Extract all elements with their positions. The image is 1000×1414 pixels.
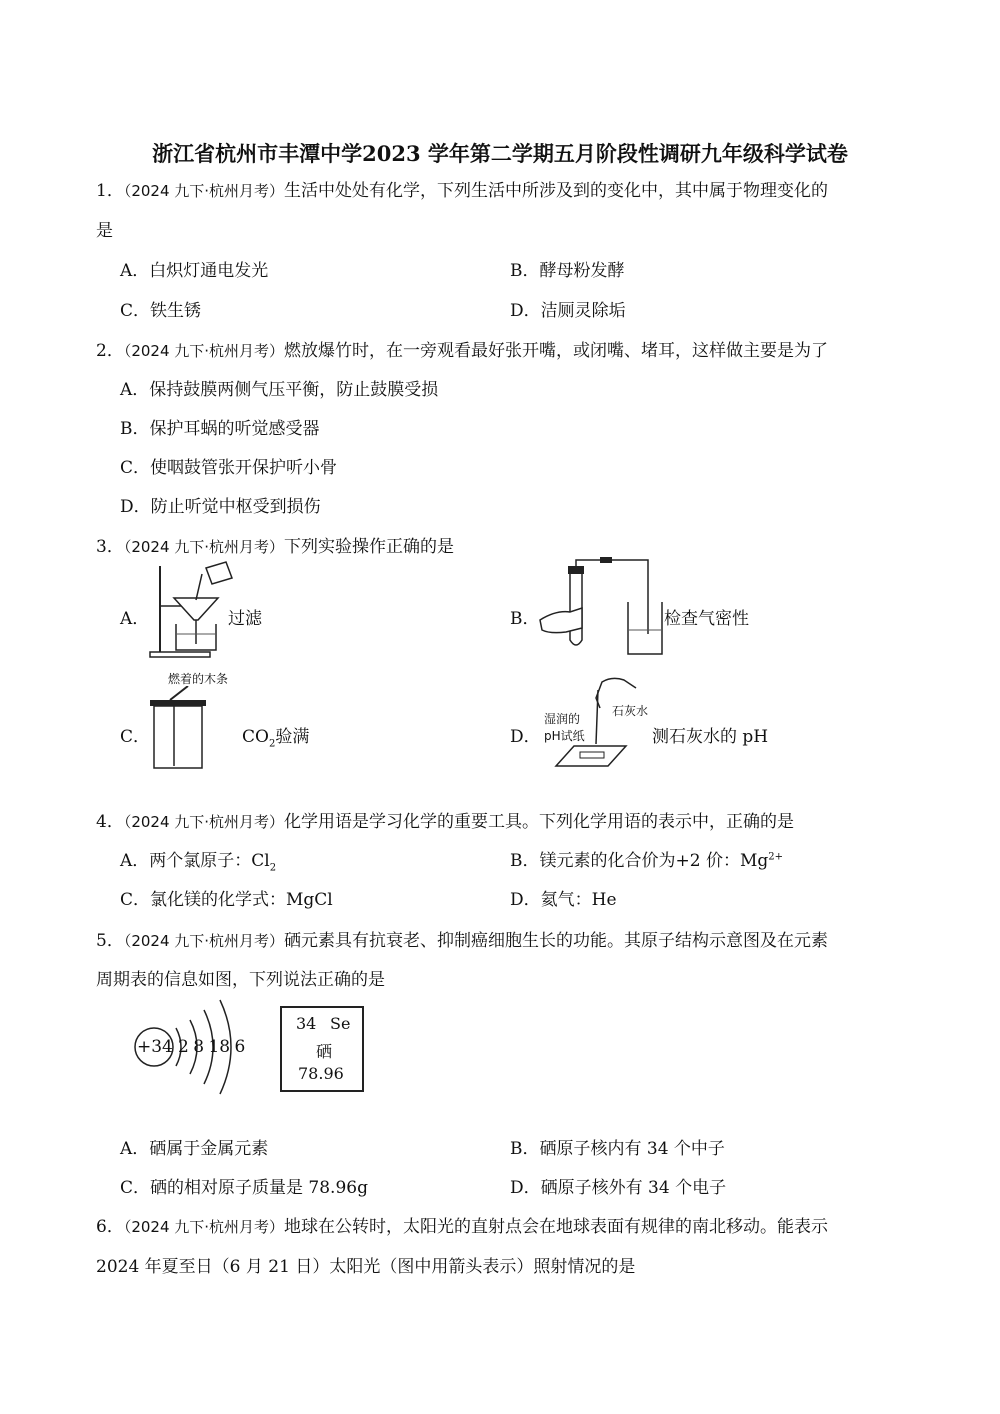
ph-paper-label: pH试纸 (544, 729, 585, 743)
question-source: （2024 九下·杭州月考） (123, 813, 285, 831)
question-2 (96, 336, 828, 361)
airtightness-figure (536, 556, 666, 656)
question-stem: 生活中处处有化学，下列生活中所涉及到的变化中，其中属于物理变化的 (284, 181, 829, 201)
option-d-letter[interactable]: D． (510, 727, 541, 747)
question-source: （2024 九下·杭州月考） (123, 932, 285, 950)
question-source: （2024 九下·杭州月考） (123, 342, 285, 360)
option-d[interactable]: D．硒原子核外有 34 个电子 (510, 1178, 727, 1198)
question-6 (96, 1212, 828, 1237)
page-title: 浙江省杭州市丰潭中学2023 学年第二学期五月阶段性调研九年级科学试卷 (152, 141, 848, 166)
option-c[interactable]: C．氯化镁的化学式：MgCl (120, 890, 333, 910)
option-b[interactable]: B．酵母粉发酵 (510, 261, 625, 281)
question-stem-cont: 周期表的信息如图，下列说法正确的是 (96, 970, 385, 990)
nucleus-charge: +34 (137, 1037, 173, 1057)
option-a[interactable]: A．白炽灯通电发光 (120, 261, 269, 281)
question-number: 4． (96, 812, 124, 832)
option-a-letter[interactable]: A． (120, 609, 150, 629)
element-box (280, 1006, 364, 1092)
question-number: 5． (96, 931, 124, 951)
wet-label: 湿润的 (544, 712, 581, 726)
question-source: （2024 九下·杭州月考） (123, 182, 285, 200)
option-c[interactable]: C．硒的相对原子质量是 78.96g (120, 1178, 368, 1198)
question-1 (96, 176, 828, 201)
option-c[interactable]: C．铁生锈 (120, 301, 202, 321)
option-d[interactable]: D．洁厕灵除垢 (510, 301, 626, 321)
question-source: （2024 九下·杭州月考） (123, 538, 285, 556)
filtration-figure (146, 560, 236, 660)
burning-stick-label: 燃着的木条 (168, 672, 229, 686)
option-c-caption: $CO_2$验满 (242, 727, 310, 750)
question-stem: 硒元素具有抗衰老、抑制癌细胞生长的功能。其原子结构示意图及在元素 (284, 931, 829, 951)
element-name: 硒 (316, 1042, 333, 1061)
atomic-mass: 78.96 (298, 1064, 344, 1083)
option-b[interactable]: B．硒原子核内有 34 个中子 (510, 1139, 725, 1159)
option-b-letter[interactable]: B． (510, 609, 540, 629)
question-stem: 下列实验操作正确的是 (284, 537, 455, 557)
co2-bottle-figure (148, 686, 218, 770)
question-number: 6． (96, 1217, 124, 1237)
question-4 (96, 807, 794, 832)
option-a[interactable]: A．两个氯原子：$Cl_2$ (120, 851, 277, 874)
option-a[interactable]: A．保持鼓膜两侧气压平衡，防止鼓膜受损 (120, 380, 439, 400)
option-c-letter[interactable]: C． (120, 727, 151, 747)
question-stem: 化学用语是学习化学的重要工具。下列化学用语的表示中，正确的是 (284, 812, 795, 832)
question-stem: 燃放爆竹时，在一旁观看最好张开嘴，或闭嘴、堵耳，这样做主要是为了 (284, 341, 829, 361)
option-b[interactable]: B．镁元素的化合价为+2 价：$Mg^{2+}$ (510, 851, 783, 871)
option-d[interactable]: D．防止听觉中枢受到损伤 (120, 497, 321, 517)
question-number: 1． (96, 181, 124, 201)
question-3 (96, 532, 454, 557)
option-c[interactable]: C．使咽鼓管张开保护听小骨 (120, 458, 338, 478)
element-symbol: Se (330, 1014, 351, 1033)
option-d-caption: 测石灰水的 pH (652, 727, 769, 747)
question-number: 3． (96, 537, 124, 557)
option-a[interactable]: A．硒属于金属元素 (120, 1139, 269, 1159)
option-b-caption: 检查气密性 (664, 609, 749, 629)
question-source: （2024 九下·杭州月考） (123, 1218, 285, 1236)
electron-shells: 2 8 18 6 (178, 1037, 246, 1057)
question-5 (96, 926, 828, 951)
option-d[interactable]: D．氦气：He (510, 890, 617, 910)
question-stem-cont: 2024 年夏至日（6 月 21 日）太阳光（图中用箭头表示）照射情况的是 (96, 1257, 636, 1277)
option-b[interactable]: B．保护耳蜗的听觉感受器 (120, 419, 320, 439)
limewater-label: 石灰水 (612, 704, 649, 718)
option-a-caption: 过滤 (228, 609, 262, 629)
question-number: 2． (96, 341, 124, 361)
atomic-number: 34 (296, 1014, 317, 1033)
ph-test-figure (540, 668, 670, 772)
question-stem-cont: 是 (96, 221, 113, 241)
question-stem: 地球在公转时，太阳光的直射点会在地球表面有规律的南北移动。能表示 (284, 1217, 829, 1237)
